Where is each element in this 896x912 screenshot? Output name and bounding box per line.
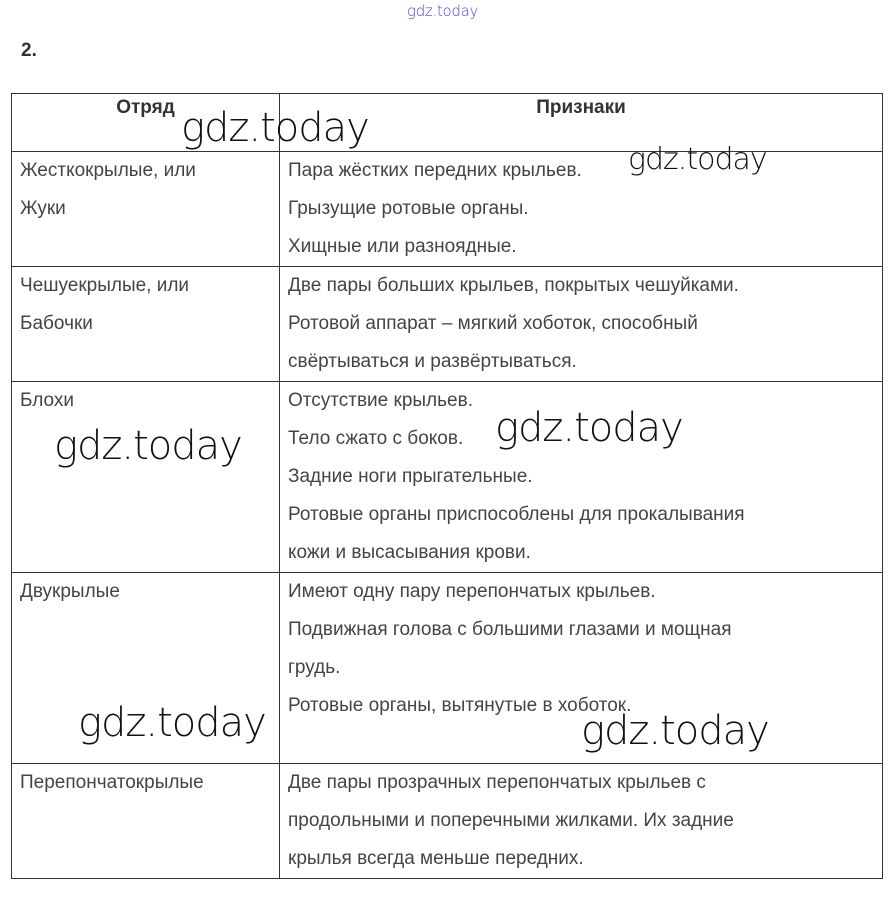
traits-cell <box>280 573 883 764</box>
header-traits: Признаки <box>280 94 883 152</box>
table-row <box>12 764 883 879</box>
table-row <box>12 382 883 573</box>
trait-line: Отсутствие крыльев. <box>288 390 473 411</box>
order-name: Бабочки <box>20 313 93 334</box>
watermark: gdz.today <box>581 708 769 754</box>
trait-line: продольными и поперечными жилками. Их задние <box>288 810 734 831</box>
trait-line: Имеют одну пару перепончатых крыльев. <box>288 581 656 602</box>
top-watermark: gdz.today <box>407 2 479 20</box>
order-cell <box>12 267 280 382</box>
watermark: gdz.today <box>181 105 369 151</box>
trait-line: свёртываться и развёртываться. <box>288 351 577 372</box>
table-row <box>12 152 883 267</box>
trait-line: Две пары больших крыльев, покрытых чешуйками. <box>288 275 739 296</box>
trait-line: крылья всегда меньше передних. <box>288 848 584 869</box>
trait-line: Тело сжато с боков. <box>288 428 464 449</box>
insect-orders-table <box>11 93 883 879</box>
trait-line: грудь. <box>288 657 341 678</box>
trait-line: Ротовые органы, вытянутые в хоботок. <box>288 695 632 716</box>
trait-line: Две пары прозрачных перепончатых крыльев с <box>288 772 706 793</box>
order-name: Чешуекрылые, или <box>20 275 190 296</box>
watermark: gdz.today <box>54 423 242 469</box>
watermark: gdz.today <box>495 405 683 451</box>
traits-cell <box>280 764 883 879</box>
order-name: Жесткокрылые, или <box>20 160 196 181</box>
watermark: gdz.today <box>78 700 266 746</box>
table-row <box>12 573 883 764</box>
trait-line: Задние ноги прыгательные. <box>288 466 533 487</box>
watermark: gdz.today <box>628 142 767 177</box>
order-cell <box>12 764 280 879</box>
task-number: 2. <box>21 40 37 61</box>
trait-line: Хищные или разноядные. <box>288 236 517 257</box>
order-cell <box>12 573 280 764</box>
order-name: Двукрылые <box>20 581 120 602</box>
table-header-row <box>12 94 883 152</box>
trait-line: кожи и высасывания крови. <box>288 542 531 563</box>
traits-cell <box>280 382 883 573</box>
order-cell <box>12 382 280 573</box>
trait-line: Пара жёстких передних крыльев. <box>288 160 582 181</box>
traits-cell <box>280 267 883 382</box>
order-cell <box>12 152 280 267</box>
trait-line: Ротовой аппарат – мягкий хоботок, способный <box>288 313 698 334</box>
trait-line: Ротовые органы приспособлены для прокалывания <box>288 504 745 525</box>
trait-line: Грызущие ротовые органы. <box>288 198 529 219</box>
traits-cell <box>280 152 883 267</box>
header-order: Отряд <box>12 94 280 152</box>
order-name: Блохи <box>20 390 75 411</box>
table-row <box>12 267 883 382</box>
order-name: Жуки <box>20 198 66 219</box>
trait-line: Подвижная голова с большими глазами и мощная <box>288 619 732 640</box>
order-name: Перепончатокрылые <box>20 772 204 793</box>
